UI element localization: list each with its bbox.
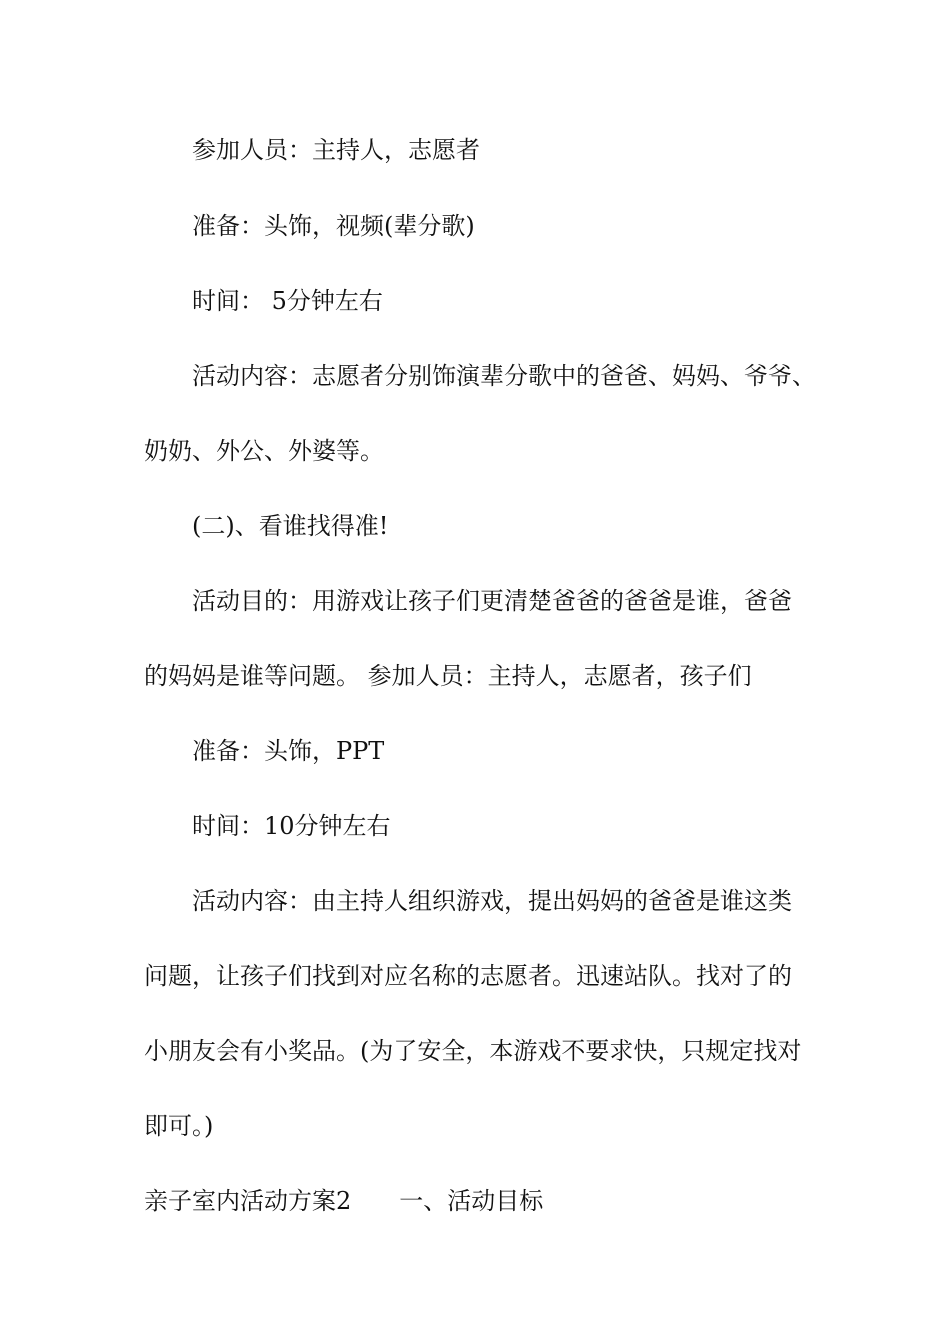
- text-line-activity-content: 活动内容：志愿者分别饰演辈分歌中的爸爸、妈妈、爷爷、: [192, 362, 816, 390]
- text-line-activity-purpose-cont: 的妈妈是谁等问题。 参加人员：主持人，志愿者，孩子们: [144, 662, 752, 690]
- section-heading-find-correctly: (二)、看谁找得准!: [192, 512, 389, 540]
- text-line-activity-content-2: 活动内容：由主持人组织游戏，提出妈妈的爸爸是谁这类: [192, 887, 792, 915]
- section-heading-plan-2: 亲子室内活动方案2 一、活动目标: [144, 1187, 544, 1215]
- text-line-participants: 参加人员：主持人，志愿者: [192, 136, 480, 164]
- text-line-activity-content-cont: 奶奶、外公、外婆等。: [144, 437, 384, 465]
- text-line-time: 时间： 5分钟左右: [192, 287, 383, 315]
- text-line-activity-content-2-cont2: 小朋友会有小奖品。(为了安全，本游戏不要求快，只规定找对: [144, 1037, 802, 1065]
- text-line-activity-content-2-cont: 问题，让孩子们找到对应名称的志愿者。迅速站队。找对了的: [144, 962, 792, 990]
- text-line-activity-content-2-end: 即可。): [144, 1112, 214, 1140]
- text-line-time-2: 时间：10分钟左右: [192, 812, 391, 840]
- text-line-activity-purpose: 活动目的：用游戏让孩子们更清楚爸爸的爸爸是谁，爸爸: [192, 587, 792, 615]
- text-line-preparation: 准备：头饰，视频(辈分歌): [192, 212, 475, 240]
- text-line-preparation-2: 准备：头饰，PPT: [192, 737, 385, 765]
